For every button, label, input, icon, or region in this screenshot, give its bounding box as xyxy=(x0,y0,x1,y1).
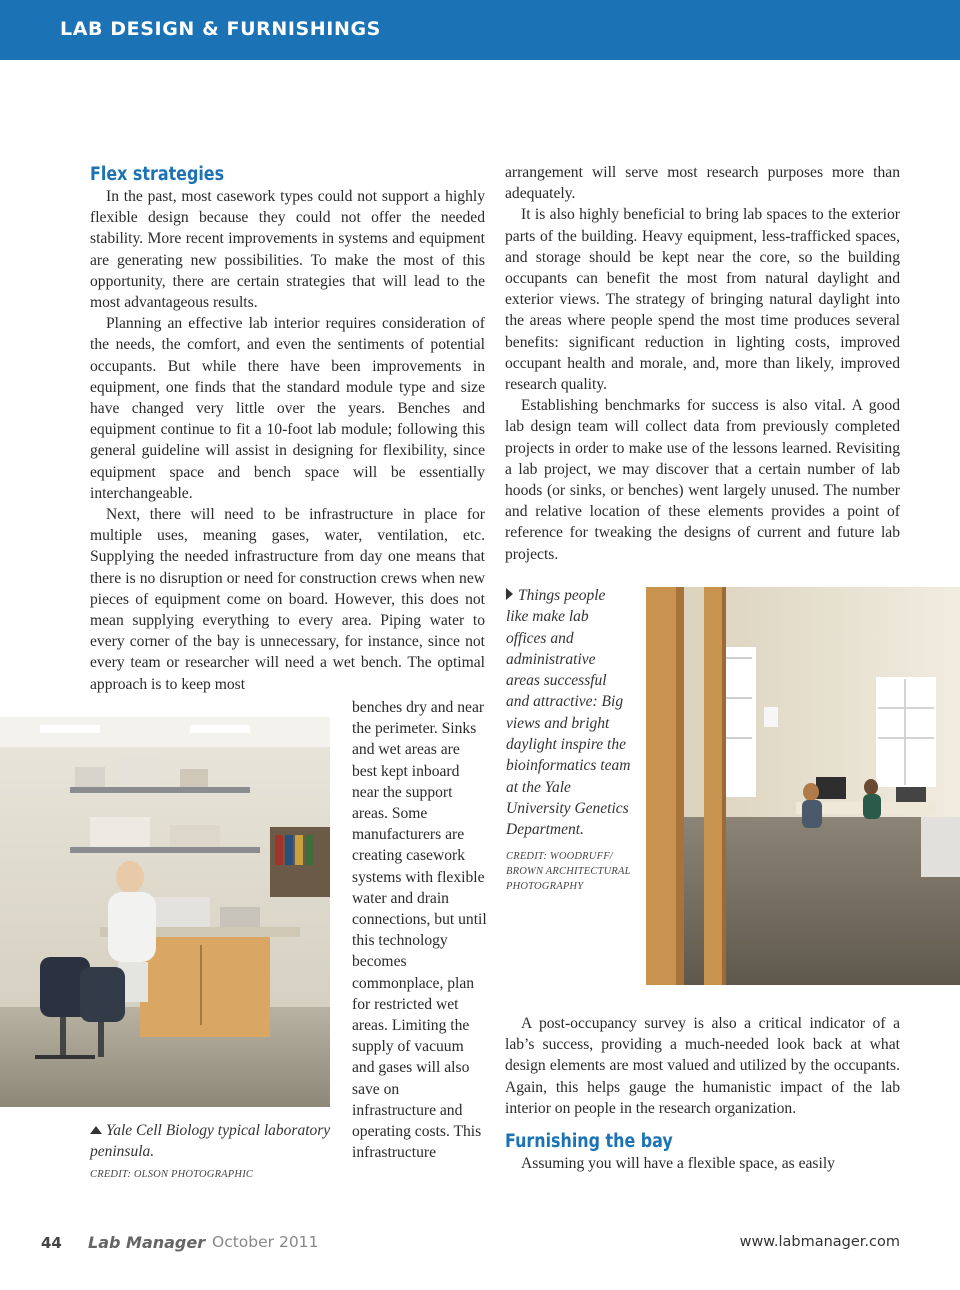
website-link[interactable]: www.labmanager.com xyxy=(739,1234,900,1250)
paragraph: Planning an effective lab interior requires consideration of the needs, the comfort, and even the sentiments of potential occupants. But while there have been improvements in equipment, one finds that the standard module type and size have changed very little over the years. Benches and equipment continue to fit a 10-foot lab module; following this general guideline will assist in designing for flexibility, since equipment space and bench space will be essentially interchangeable. xyxy=(90,315,485,502)
paragraph: Establishing benchmarks for success is also vital. A good lab design team will collect data from previously completed projects in order to make use of the lessons learned. Revisiting a lab project, we may discover that a certain number of lab hoods (or sinks, or benches) went largely unused. The number and relative location of these elements provides a point of reference for tweaking the designs of current and future lab projects. xyxy=(505,397,900,563)
paragraph: Next, there will need to be infrastructure in place for multiple uses, meaning gases, water, ventilation, etc. Supplying the needed infrastructure from day one means that there is no disruption or need for construction crews when new pieces of equipment come on board. However, this does not mean supplying everything to every area. Piping water to every corner of the bay is unnecessary, for instance, since not every team or researcher will need a wet bench. The optimal approach is to keep most xyxy=(90,506,485,693)
office-photo xyxy=(646,587,960,985)
issue-date: October 2011 xyxy=(212,1233,319,1251)
section-banner xyxy=(0,0,960,60)
paragraph: In the past, most casework types could not support a highly flexible design because they could not offer the needed stability. More recent improvements in systems and equipment are generating new possibilities. To make the most of this opportunity, there are certain strategies that will lead to the most advantageous results. xyxy=(90,188,485,312)
heading-furnishing-the-bay: Furnishing the bay xyxy=(505,1131,673,1153)
page-number: 44 xyxy=(41,1234,62,1252)
heading-flex-strategies: Flex strategies xyxy=(90,164,225,185)
lab-peninsula-photo xyxy=(0,717,330,1107)
paragraph: Assuming you will have a flexible space, as easily xyxy=(521,1155,835,1173)
photo-credit: CREDIT: WOODRUFF/ BROWN ARCHITECTURAL PHOTOGRAPHY xyxy=(506,850,631,892)
photo-credit: CREDIT: OLSON PHOTOGRAPHIC xyxy=(90,1168,254,1180)
paragraph: It is also highly beneficial to bring lab spaces to the exterior parts of the building. Heavy equipment, less-trafficked spaces, and storage should be kept near the core, so the building occupants can benefit the most from natural daylight and exterior views. The strategy of bringing natural daylight into the areas where people spend the most time produces several benefits: significant reduction in lighting costs, improved occupant health and morale, and, more than likely, improved research quality. xyxy=(505,206,900,394)
page-footer xyxy=(0,1232,960,1256)
right-column-lower xyxy=(505,1013,900,1174)
right-column xyxy=(505,162,900,565)
paragraph: A post-occupancy survey is also a critical indicator of a lab’s success, providing a much-needed look back at what design elements are most valued and utilized by the occupants. Again, this helps gauge the humanistic impact of the lab interior on people in the research organization. xyxy=(505,1015,900,1117)
paragraph-continued: benches dry and near the perimeter. Sinks and wet areas are best kept inboard near the support areas. Some manufacturers are creating casework systems with flexible water and drain connections, but until this technology becomes commonplace, plan for restricted wet areas. Limiting the supply of vacuum and gases will also save on infrastructure and operating costs. This infrastructure xyxy=(352,699,487,1162)
left-column xyxy=(90,164,485,695)
paragraph: arrangement will serve most research purposes more than adequately. xyxy=(505,164,900,203)
caption-text: Yale Cell Biology typical laboratory peninsula. xyxy=(90,1122,331,1161)
lab-photo-caption xyxy=(90,1120,335,1182)
magazine-name: Lab Manager xyxy=(88,1233,206,1252)
section-title: LAB DESIGN & FURNISHINGS xyxy=(60,18,381,40)
narrow-column xyxy=(352,697,487,1163)
caption-arrow-up-icon xyxy=(90,1126,102,1134)
caption-arrow-right-icon xyxy=(506,588,513,600)
caption-text: Things people like make lab offices and administrative areas successful and attractive: Big views and bright daylight inspire the bioinformatics team at the Yale University Genetics Department. xyxy=(506,587,631,839)
office-photo-caption xyxy=(506,585,631,894)
